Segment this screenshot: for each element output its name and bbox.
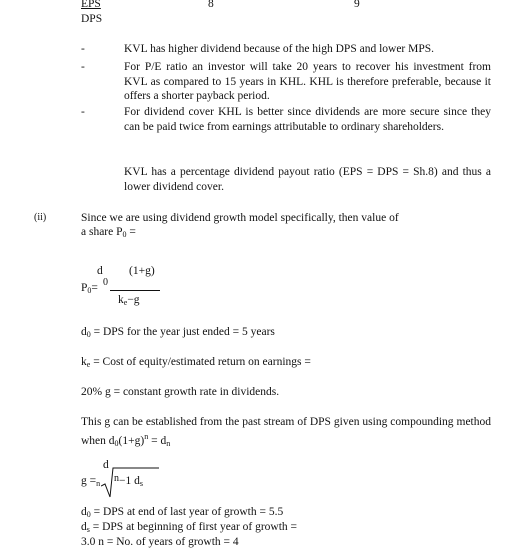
section-ii-label: (ii) bbox=[34, 212, 47, 223]
formula2-d: d bbox=[103, 459, 109, 471]
bullet-text-1: KVL has higher dividend because of the high DPS and lower MPS. bbox=[124, 43, 435, 55]
formula1-fraction-line bbox=[110, 290, 160, 291]
growth-paragraph: This g can be established from the past stream of DPS given using compounding method when $d_0(1+g)^n = d_n$ bbox=[81, 416, 491, 448]
def-d0: $d_0$ = DPS for the year just ended = 5 years bbox=[81, 326, 275, 339]
formula2-mid: −1 $d_s$ bbox=[119, 475, 143, 488]
kvl-note: KVL has a percentage dividend payout ratio (EPS = DPS = Sh.8) and thus a lower dividend cover. bbox=[124, 166, 491, 193]
formula1-growth: (1+g) bbox=[129, 265, 155, 277]
dps-label: DPS bbox=[81, 13, 103, 25]
formula1-denominator: $k_e-g$ bbox=[118, 294, 140, 307]
formula1-d: d bbox=[97, 265, 103, 277]
section-ii-intro-2: a share $P_0$ = bbox=[81, 226, 136, 239]
section-ii-intro-1: Since we are using dividend growth model specifically, then value of bbox=[81, 212, 399, 224]
def-g: 20% g = constant growth rate in dividends. bbox=[81, 386, 280, 398]
formula1-lhs: $P_0=$ bbox=[81, 282, 98, 295]
eps-khl-value: 8 bbox=[208, 0, 214, 10]
formula1-d-sub: 0 bbox=[103, 277, 108, 288]
bullet-text-3: For dividend cover KHL is better since dividends are more secure since they can be paid twice from earnings attributable to ordinary shareholders. bbox=[124, 106, 491, 133]
eps-kvl-value: 9 bbox=[354, 0, 360, 10]
eps-label: EPS bbox=[81, 0, 101, 10]
def-ke: $k_e$ = Cost of equity/estimated return on earnings = bbox=[81, 356, 311, 369]
bullet-dash-3: - bbox=[81, 106, 85, 118]
final-line-3: 3.0 n = No. of years of growth = 4 bbox=[81, 536, 239, 548]
bullet-dash-1: - bbox=[81, 43, 85, 55]
final-line-2: $d_s$ = DPS at beginning of first year of growth = bbox=[81, 521, 298, 534]
bullet-dash-2: - bbox=[81, 61, 85, 73]
formula2-g-eq: $g =_n$ bbox=[81, 475, 101, 488]
final-line-1: $d_0$ = DPS at end of last year of growth = 5.5 bbox=[81, 506, 284, 519]
bullet-text-2: For P/E ratio an investor will take 20 years to recover his investment from KVL as compared to 15 years in KHL. KHL is therefore preferable, because it offers a shorter payback period. bbox=[124, 61, 491, 102]
formula2-n-top: n bbox=[114, 473, 119, 484]
